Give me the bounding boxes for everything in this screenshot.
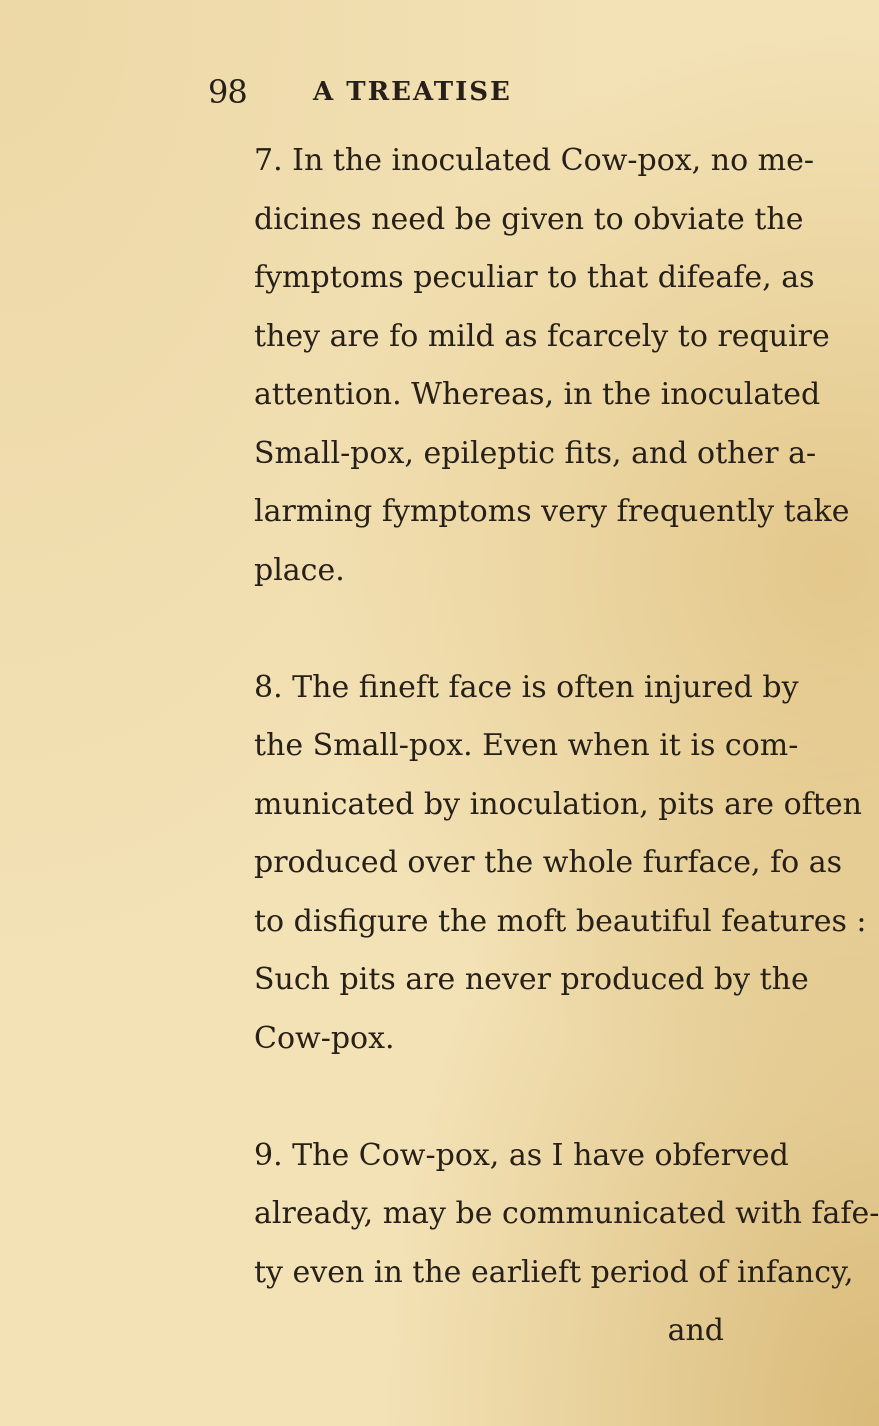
text-line: the Small-pox. Even when it is com- — [254, 728, 799, 763]
text-line: 9. The Cow-pox, as I have obferved — [254, 1137, 789, 1173]
text-line: dicines need be given to obviate the — [254, 201, 804, 237]
paragraph-7 — [254, 132, 850, 600]
text-line: already, may be communicated with fafe- — [254, 1196, 879, 1231]
paragraph-gap — [254, 600, 724, 659]
text-line: ty even in the earlieft period of infancy, — [254, 1254, 854, 1290]
text-line: larming fymptoms very frequently take — [254, 494, 850, 529]
text-line: 7. In the inoculated Cow-pox, no me- — [254, 143, 815, 178]
running-head — [208, 72, 768, 112]
body-text — [254, 132, 879, 1361]
paragraph-8 — [254, 659, 867, 1069]
text-line: Cow-pox. — [254, 1020, 395, 1056]
text-line: Small-pox, epileptic fits, and other a- — [254, 435, 817, 471]
text-line: attention. Whereas, in the inoculated — [254, 377, 821, 412]
text-line: municated by inoculation, pits are often — [254, 786, 862, 822]
text-line: place. — [254, 552, 345, 588]
running-title: A TREATISE — [313, 77, 512, 107]
text-line: they are fo mild as fcarcely to require — [254, 318, 830, 354]
text-line: to disfigure the moft beautiful features : — [254, 903, 867, 939]
catchword: and — [667, 1313, 724, 1348]
text-line: Such pits are never produced by the — [254, 962, 809, 997]
text-line: 8. The fineft face is often injured by — [254, 669, 799, 705]
text-line: produced over the whole furface, fo as — [254, 845, 843, 880]
paragraph-9 — [254, 1127, 879, 1303]
paragraph-gap — [254, 1068, 724, 1127]
text-line: fymptoms peculiar to that difeafe, as — [254, 260, 815, 295]
page-number: 98 — [208, 73, 247, 111]
